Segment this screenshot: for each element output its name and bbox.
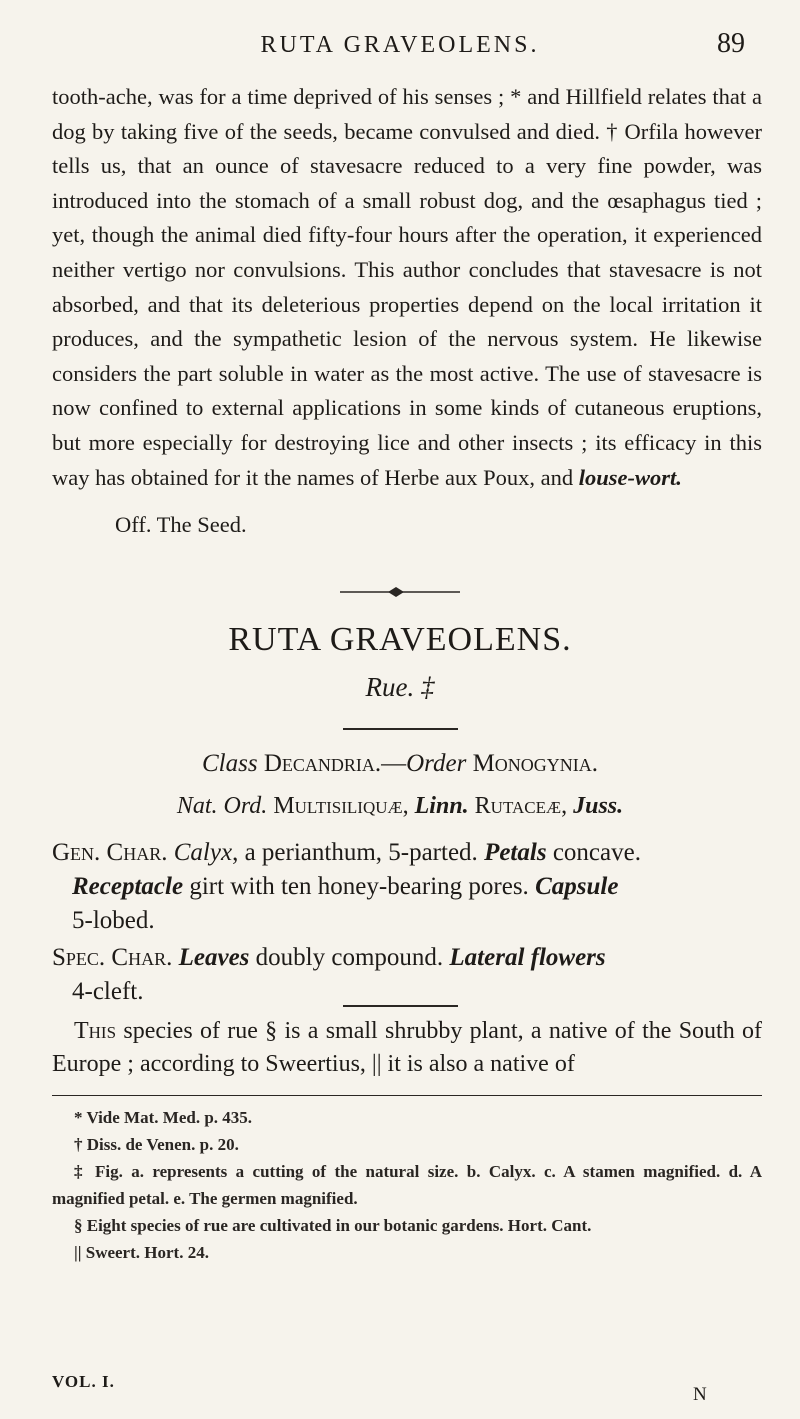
petals-label: Petals	[484, 839, 547, 866]
calyx-label: Calyx	[173, 839, 233, 866]
nat-ord-jussieu: Rutaceæ	[474, 793, 562, 819]
leaves-text: doubly compound.	[249, 944, 444, 971]
page-number: 89	[717, 28, 745, 59]
capsule-label: Capsule	[535, 873, 619, 900]
natural-order-line: Nat. Ord. Multisiliquæ, Linn. Rutaceæ, Juss.	[176, 793, 624, 819]
nat-ord-linnaean: Multisiliquæ	[273, 793, 403, 819]
divider-rule	[343, 728, 458, 730]
first-word: This	[74, 1018, 117, 1044]
petals-text: concave.	[546, 839, 641, 866]
order-end: .	[591, 750, 599, 777]
order-name: Monogynia	[472, 750, 592, 777]
footnote: * Vide Mat. Med. p. 435.	[74, 1108, 253, 1127]
gen-char-label: Gen. Char.	[52, 839, 168, 866]
signature-mark: N	[693, 1384, 707, 1405]
class-word: Class	[201, 750, 258, 777]
paragraph-text: tooth-ache, was for a time deprived of his senses ; * and Hillfield relates that a dog by taking five of the seeds, became convulsed and died. † Orfila however tells us, that an ounce of stavesacre reduced to a very fine powder, was introduced into the stomach of a small robust dog, and the œsaphagus tied ; yet, though the animal died fifty-four hours after the operation, it experienced neither vertigo nor convulsions. This author concludes that stavesacre is not absorbed, and that its deleterious properties depend on the local irritation it produces, and the sympathetic lesion of the nervous system. He likewise considers the part soluble in water as the most active. The use of stavesacre is now confined to external applications in some kinds of cutaneous eruptions, but more especially for destroying lice and other insects ; its efficacy in this way has obtained for it the names of Herbe aux Poux, and	[52, 84, 762, 490]
louse-wort-term: louse-wort.	[578, 464, 682, 490]
footnote: ‡ Fig. a. represents a cutting of the natural size. b. Calyx. c. A stamen magnified. d. A magnified petal. e. The germen magnified.	[52, 1162, 762, 1208]
specific-character	[52, 941, 762, 1009]
divider-rule-2	[343, 1005, 458, 1007]
footnote-rule	[52, 1095, 762, 1096]
calyx-text: , a perianthum, 5-parted.	[232, 839, 478, 866]
footnote: † Diss. de Venen. p. 20.	[74, 1135, 239, 1154]
officinal-part-line: Off. The Seed.	[115, 512, 247, 537]
leaves-label: Leaves	[178, 944, 250, 971]
running-head	[0, 28, 800, 62]
class-order-line	[0, 750, 800, 778]
nat-ord-label: Nat. Ord.	[176, 793, 268, 819]
section-ornament	[340, 586, 460, 598]
footnotes	[52, 1104, 762, 1266]
class-name: Decandria	[263, 750, 375, 777]
class-separator: .—	[374, 750, 407, 777]
footnote: § Eight species of rue are cultivated in our botanic gardens. Hort. Cant.	[74, 1216, 592, 1235]
common-name: Rue. ‡	[365, 672, 435, 702]
lateral-flowers-label: Lateral flowers	[449, 944, 606, 971]
stavesacre-paragraph	[52, 80, 762, 495]
order-word: Order	[406, 750, 467, 777]
generic-character	[52, 836, 762, 938]
juss-abbrev: Juss.	[573, 793, 624, 819]
spec-char-label: Spec. Char.	[52, 944, 173, 971]
species-title: RUTA GRAVEOLENS.	[228, 621, 572, 658]
footnote: || Sweert. Hort. 24.	[74, 1243, 209, 1262]
volume-label: VOL. I.	[52, 1372, 115, 1391]
lateral-flowers-text: 4-cleft.	[72, 978, 144, 1005]
capsule-text: 5-lobed.	[72, 907, 155, 934]
paragraph-text: species of rue § is a small shrubby plant, a native of the South of Europe ; according to Sweertius, || it is also a native of	[52, 1018, 762, 1077]
receptacle-text: girt with ten honey-bearing pores.	[183, 873, 529, 900]
running-title: RUTA GRAVEOLENS.	[260, 32, 540, 58]
receptacle-label: Receptacle	[72, 873, 184, 900]
linn-abbrev: Linn.	[414, 793, 469, 819]
rue-description-paragraph	[52, 1015, 762, 1081]
